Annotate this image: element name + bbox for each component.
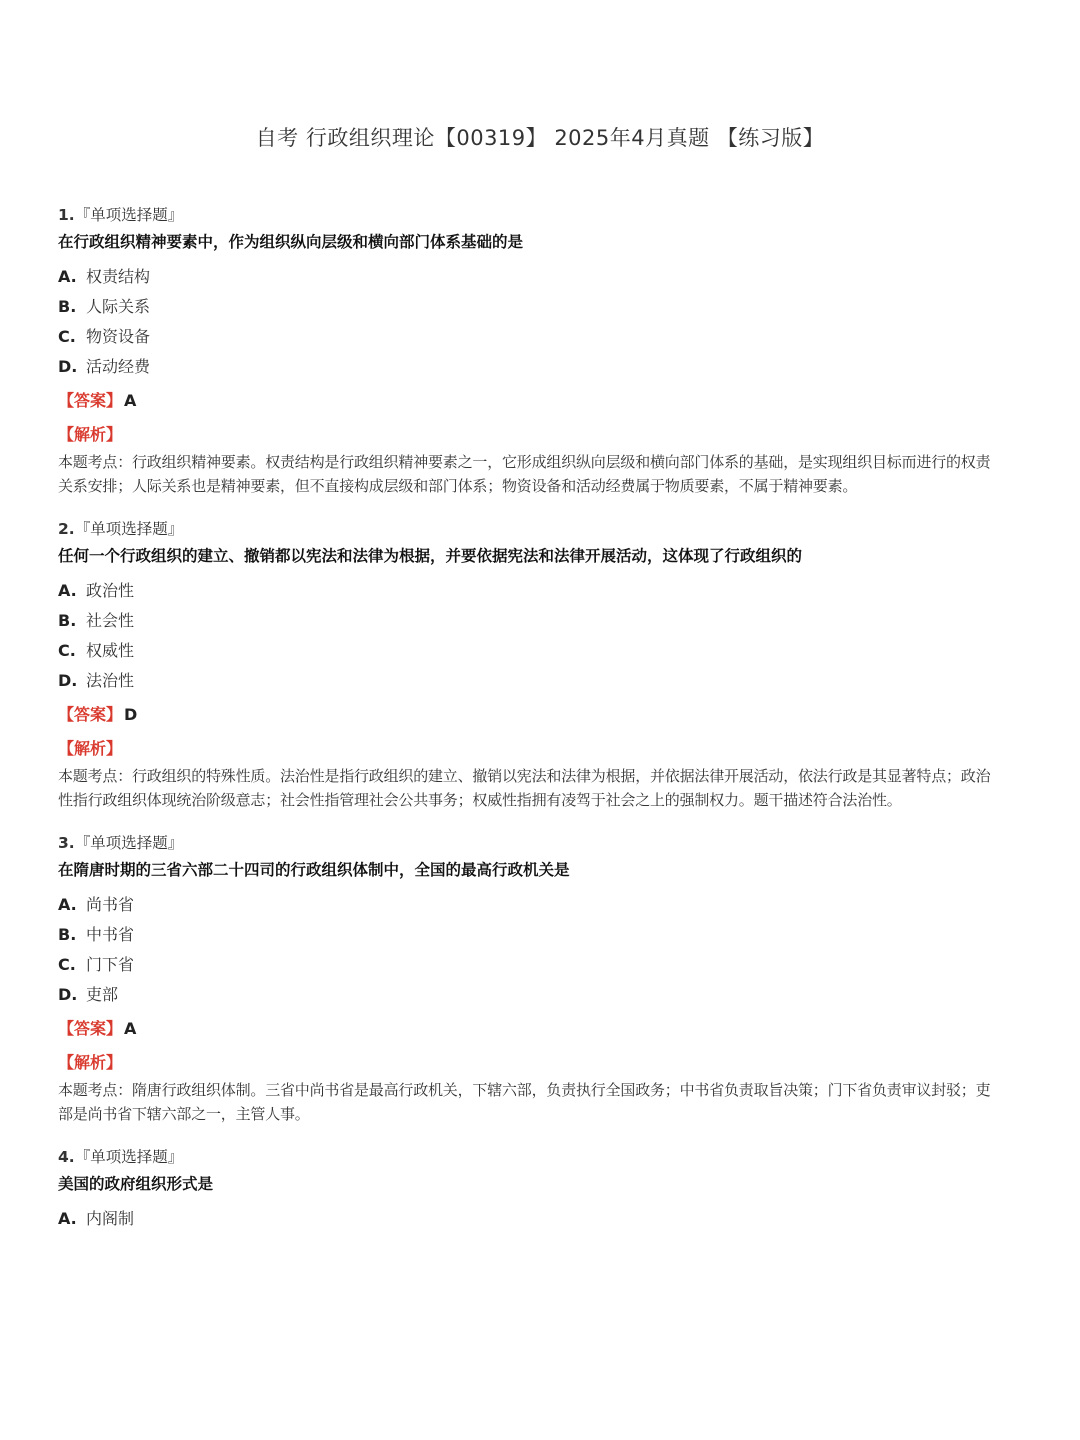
question-header — [58, 518, 998, 540]
question-2 — [58, 518, 998, 812]
option-b — [58, 610, 998, 640]
question-number: 2. — [58, 520, 75, 538]
option-text: 门下省 — [86, 955, 135, 974]
option-b — [58, 296, 998, 326]
question-stem: 在行政组织精神要素中，作为组织纵向层级和横向部门体系基础的是 — [58, 233, 524, 251]
option-a — [58, 1208, 998, 1238]
option-a — [58, 894, 998, 924]
question-4 — [58, 1146, 998, 1238]
analysis-label: 【解析】 — [58, 1053, 123, 1072]
option-text: 吏部 — [86, 985, 119, 1004]
option-text: 权威性 — [86, 641, 135, 660]
option-letter: B. — [58, 925, 77, 944]
option-text: 政治性 — [86, 581, 135, 600]
question-number: 3. — [58, 834, 75, 852]
question-header — [58, 832, 998, 854]
option-text: 中书省 — [86, 925, 135, 944]
question-type: 『单项选择题』 — [74, 520, 184, 538]
option-list — [58, 580, 998, 700]
analysis-label: 【解析】 — [58, 425, 123, 444]
option-text: 内阁制 — [86, 1209, 135, 1228]
option-text: 物资设备 — [86, 327, 151, 346]
analysis-text: 本题考点：行政组织的特殊性质。法治性是指行政组织的建立、撤销以宪法和法律为根据，并依据法律开展活动，依法行政是其显著特点；政治性指行政组织体现统治阶级意志；社会性指管理社会公共事务；权威性指拥有凌驾于社会之上的强制权力。题干描述符合法治性。 — [58, 767, 991, 809]
answer-label: 【答案】 — [58, 1019, 123, 1038]
option-text: 尚书省 — [86, 895, 135, 914]
option-letter: A. — [58, 895, 77, 914]
answer-line — [58, 390, 998, 412]
question-header — [58, 204, 998, 226]
answer-value: A — [124, 391, 137, 410]
answer-value: D — [124, 705, 138, 724]
option-d — [58, 984, 998, 1014]
option-b — [58, 924, 998, 954]
analysis-label: 【解析】 — [58, 739, 123, 758]
option-a — [58, 266, 998, 296]
answer-label: 【答案】 — [58, 391, 123, 410]
option-letter: B. — [58, 297, 77, 316]
option-letter: C. — [58, 327, 76, 346]
option-letter: C. — [58, 641, 76, 660]
analysis-text: 本题考点：行政组织精神要素。权责结构是行政组织精神要素之一，它形成组织纵向层级和横向部门体系的基础，是实现组织目标而进行的权责关系安排；人际关系也是精神要素，但不直接构成层级和部门体系；物资设备和活动经费属于物质要素，不属于精神要素。 — [58, 453, 991, 495]
answer-line — [58, 1018, 998, 1040]
question-list — [58, 204, 998, 1258]
question-stem: 在隋唐时期的三省六部二十四司的行政组织体制中，全国的最高行政机关是 — [58, 861, 570, 879]
option-letter: D. — [58, 357, 78, 376]
analysis-text: 本题考点：隋唐行政组织体制。三省中尚书省是最高行政机关，下辖六部，负责执行全国政务；中书省负责取旨决策；门下省负责审议封驳；吏部是尚书省下辖六部之一，主管人事。 — [58, 1081, 991, 1123]
option-list — [58, 266, 998, 386]
option-d — [58, 356, 998, 386]
option-text: 活动经费 — [86, 357, 151, 376]
option-letter: A. — [58, 1209, 77, 1228]
option-c — [58, 640, 998, 670]
answer-label: 【答案】 — [58, 705, 123, 724]
option-list — [58, 894, 998, 1014]
option-letter: C. — [58, 955, 76, 974]
answer-value: A — [124, 1019, 137, 1038]
question-type: 『单项选择题』 — [74, 206, 184, 224]
option-c — [58, 326, 998, 356]
answer-line — [58, 704, 998, 726]
option-a — [58, 580, 998, 610]
document-title: 自考 行政组织理论【00319】 2025年4月真题 【练习版】 — [255, 126, 825, 150]
question-1 — [58, 204, 998, 498]
option-text: 社会性 — [86, 611, 135, 630]
option-text: 法治性 — [86, 671, 135, 690]
question-number: 1. — [58, 206, 75, 224]
option-letter: D. — [58, 671, 78, 690]
option-text: 人际关系 — [86, 297, 151, 316]
option-list — [58, 1208, 998, 1238]
question-stem: 任何一个行政组织的建立、撤销都以宪法和法律为根据，并要依据宪法和法律开展活动，这体现了行政组织的 — [58, 547, 803, 565]
option-letter: B. — [58, 611, 77, 630]
option-text: 权责结构 — [86, 267, 151, 286]
question-header — [58, 1146, 998, 1168]
question-type: 『单项选择题』 — [74, 1148, 184, 1166]
question-stem: 美国的政府组织形式是 — [58, 1175, 214, 1193]
option-letter: A. — [58, 581, 77, 600]
option-letter: D. — [58, 985, 78, 1004]
question-type: 『单项选择题』 — [74, 834, 184, 852]
question-3 — [58, 832, 998, 1126]
option-d — [58, 670, 998, 700]
option-letter: A. — [58, 267, 77, 286]
question-number: 4. — [58, 1148, 75, 1166]
option-c — [58, 954, 998, 984]
